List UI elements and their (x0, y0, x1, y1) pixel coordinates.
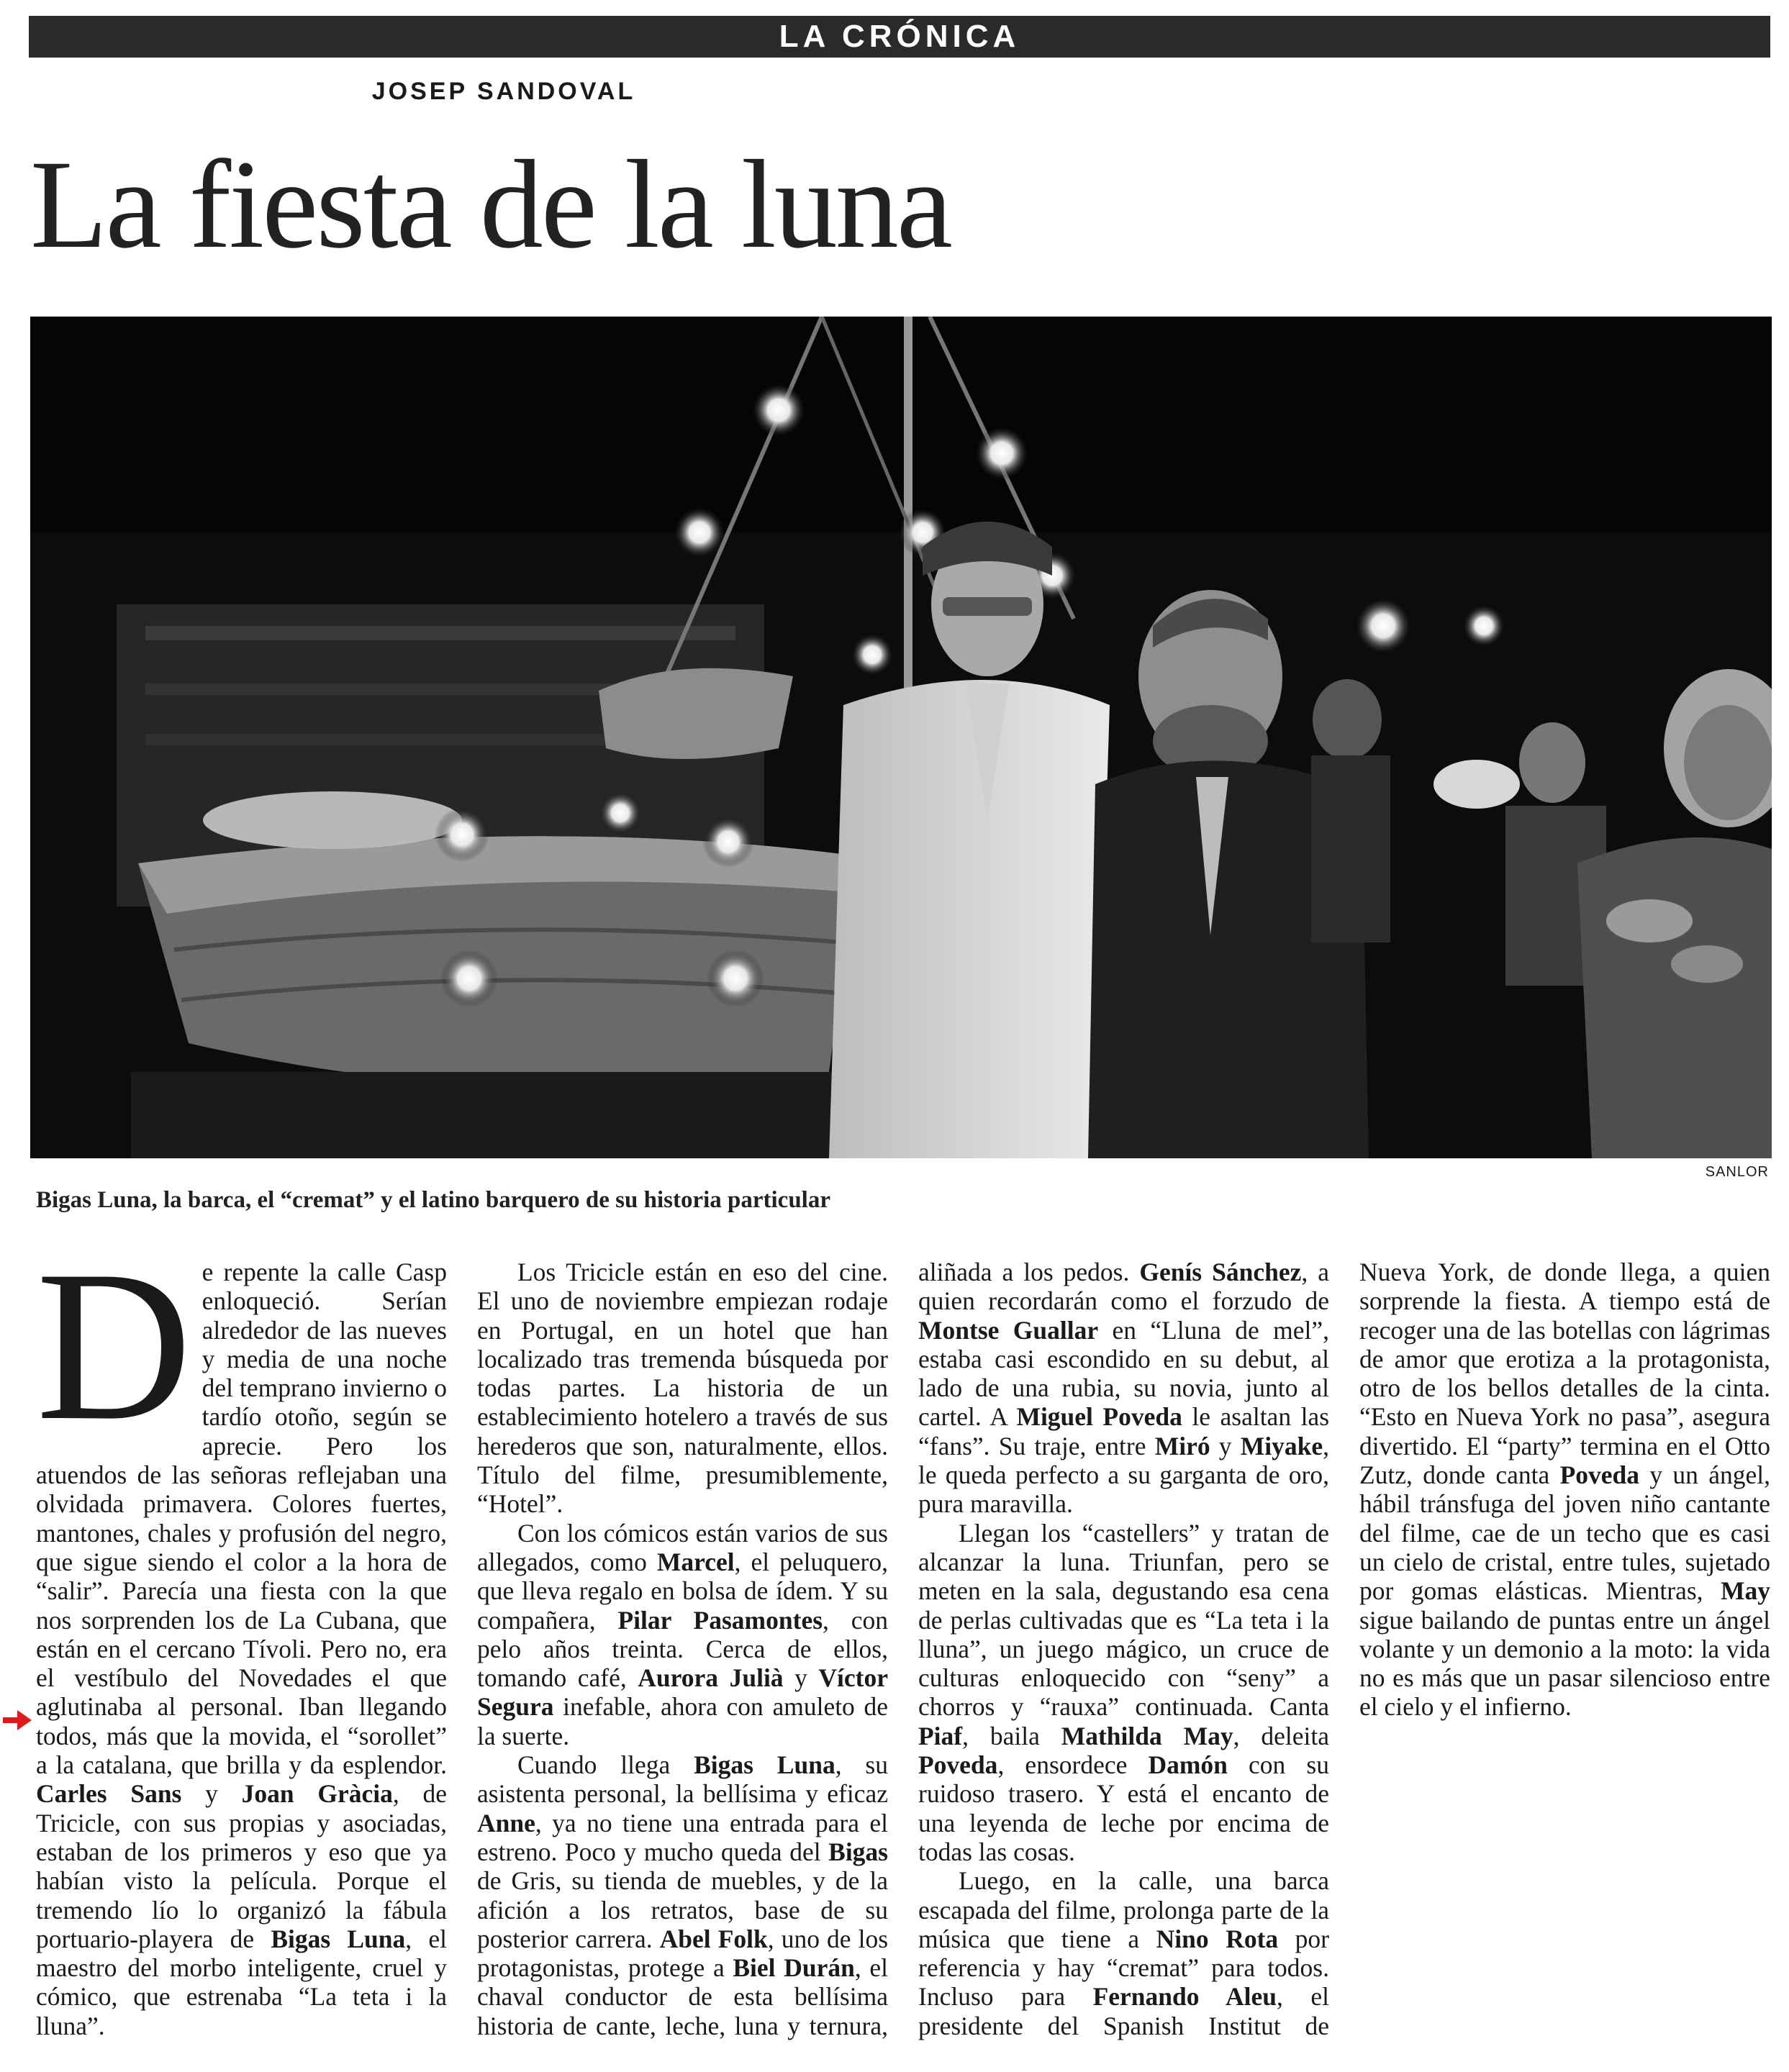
text-run: , el presidente del Spanish Institut de Nueva York, de donde llega, a quien sorprende la fiesta. A tiempo está de recoger una de las botellas con lágrimas de amor que erotiza a la protagonista, otro de los bellos detalles de la cinta. “Esto en Nueva York no pasa”, asegura divertido. El “party” termina en el Otto Zutz, donde canta (918, 1258, 1770, 2040)
text-run: y un ángel, hábil tránsfuga del joven niño cantante del filme, cae de un techo que es casi un cielo de cristal, entre tules, sujetado por gomas elásticas. Mientras, (1359, 1460, 1770, 1606)
person-name: Anne (477, 1808, 535, 1837)
text-run: y (783, 1663, 819, 1693)
person-name: Fernando Aleu (1092, 1982, 1277, 2012)
text-run: , ensordece (997, 1750, 1149, 1780)
photo-caption: Bigas Luna, la barca, el “cremat” y el latino barquero de su historia particular (36, 1187, 830, 1213)
text-run: en “Lluna de mel”, estaba casi escondido en su debut, al lado de una rubia, su novia, junto al cartel. A (918, 1315, 1329, 1432)
text-run: , el maestro del morbo inteligente, cruel y cómico, que estrenaba “La teta i la lluna”. (36, 1924, 447, 2040)
person-name: Poveda (1559, 1460, 1639, 1490)
article-photo (30, 317, 1772, 1158)
person-name: Bigas Luna (271, 1924, 406, 1953)
person-name: Poveda (918, 1750, 998, 1780)
person-name: Mathilda May (1061, 1721, 1233, 1750)
text-run: por referencia y hay “cremat” para todos. Incluso para (918, 1924, 1330, 2012)
person-name: Miyake (1240, 1431, 1323, 1460)
text-run: Los Tricicle están en eso del cine. El uno de noviembre empiezan rodaje en Portugal, en un hotel que han localizado tras tremenda búsqueda por todas partes. La historia de un establecimiento hotelero a través de sus herederos que son, naturalmente, ellos. Título del filme, presumiblemente, “Hotel”. (477, 1258, 888, 1519)
text-run: , deleita (1233, 1721, 1329, 1750)
text-run: , uno de los protagonistas, protege a (477, 1924, 889, 1983)
paragraph-2 (477, 1258, 888, 1519)
text-run: , con pelo años treinta. Cerca de ellos, tomando café, (477, 1605, 888, 1693)
text-run: de Gris, su tienda de muebles, y de la afición a los retratos, base de su posterior carrera. (477, 1866, 888, 1953)
person-name: Abel Folk (659, 1924, 768, 1953)
person-name: Miró (1154, 1431, 1210, 1460)
section-header: LA CRÓNICA (29, 16, 1770, 58)
text-run: con su ruidoso trasero. Y está el encanto de una leyenda de leche por encima de todas las cosas. (918, 1750, 1329, 1866)
person-name: Carles Sans (36, 1779, 182, 1809)
red-arrow-icon (3, 1710, 32, 1730)
text-run: , le queda perfecto a su garganta de oro, pura maravilla. (918, 1431, 1329, 1519)
paragraph-1 (36, 1226, 448, 2040)
person-name: Genís Sánchez (1139, 1258, 1302, 1286)
person-name: Víctor Segura (477, 1663, 888, 1722)
text-run: , ya no tiene una entrada para el estreno. Poco y mucho queda del (477, 1808, 888, 1866)
person-name: May (1720, 1576, 1770, 1606)
text-run: y (181, 1779, 242, 1809)
paragraph-3 (477, 1519, 888, 1750)
drop-cap: D (36, 1226, 192, 1465)
text-run: Cuando llega (517, 1750, 694, 1780)
text-run: , a quien recordarán como el forzudo de (918, 1258, 1329, 1316)
person-name: Piaf (918, 1721, 963, 1750)
author-byline: JOSEP SANDOVAL (371, 78, 636, 105)
person-name: Pilar Pasamontes (617, 1605, 823, 1635)
person-name: Marcel (656, 1547, 735, 1576)
person-name: Bigas (828, 1837, 888, 1866)
person-name: Joan Gràcia (241, 1779, 393, 1809)
article-body (36, 1226, 1770, 2049)
person-name: Damón (1148, 1750, 1228, 1780)
person-name: Montse Guallar (918, 1315, 1099, 1345)
text-run: Luego, en la calle, una barca escapada del filme, prolonga parte de la música que tiene a (918, 1866, 1329, 1953)
photo-credit: SANLOR (1705, 1164, 1769, 1180)
text-run: e repente la calle Casp enloqueció. Serían alrededor de las nueves y media de una noche del temprano invierno o tardío otoño, según se aprecie. Pero los atuendos de las señoras reflejaban una olvidada primavera. Colores fuertes, mantones, chales y profusión del negro, que sigue siendo el color a la hora de “salir”. Parecía una fiesta con la que nos sorprenden los de La Cubana, que están en el cercano Tívoli. Pero no, era el vestíbulo del Novedades el que aglutinaba al personal. Iban llegando todos, más que la movida, el “sorollet” a la catalana, que brilla y da esplendor. (36, 1258, 447, 1780)
text-run: Con los cómicos están varios de sus allegados, como (477, 1518, 888, 1576)
person-name: Nino Rota (1156, 1924, 1279, 1953)
text-run: le asaltan las “fans”. Su traje, entre (918, 1402, 1330, 1460)
headline: La fiesta de la luna (30, 135, 951, 275)
text-run: , el chaval conductor de esta bellísima historia de cante, leche, luna y ternura, aliñada a los pedos. (477, 1258, 1140, 2040)
paragraph-5 (918, 1519, 1329, 1867)
person-name: Biel Durán (733, 1953, 855, 1983)
person-name: Bigas Luna (694, 1750, 835, 1780)
text-run: y (1210, 1431, 1241, 1460)
text-run: inefable, ahora con amuleto de la suerte. (477, 1692, 888, 1750)
text-run: Llegan los “castellers” y tratan de alcanzar la luna. Triunfan, pero se meten en la sala, degustando esa cena de perlas cultivadas que es “La teta i la lluna”, un juego mágico, un cruce de culturas enloquecido con “seny” a chorros y “rauxa” continuada. Canta (918, 1518, 1329, 1722)
text-run: , de Tricicle, con sus propias y asociadas, estaban de los primeros y eso que ya habían visto la película. Porque el tremendo lío lo organizó la fábula portuario-playera de (36, 1779, 448, 1953)
text-run: sigue bailando de puntas entre un ángel volante y un demonio a la moto: la vida no es más que un pasar silencioso entre el cielo y el infierno. (1359, 1605, 1770, 1722)
text-run: , su asistenta personal, la bellísima y eficaz (477, 1750, 888, 1809)
person-name: Miguel Poveda (1016, 1402, 1182, 1432)
person-name: Aurora Julià (638, 1663, 784, 1693)
text-run: , baila (962, 1721, 1061, 1750)
text-run: , el peluquero, que lleva regalo en bolsa de ídem. Y su compañera, (477, 1547, 888, 1635)
